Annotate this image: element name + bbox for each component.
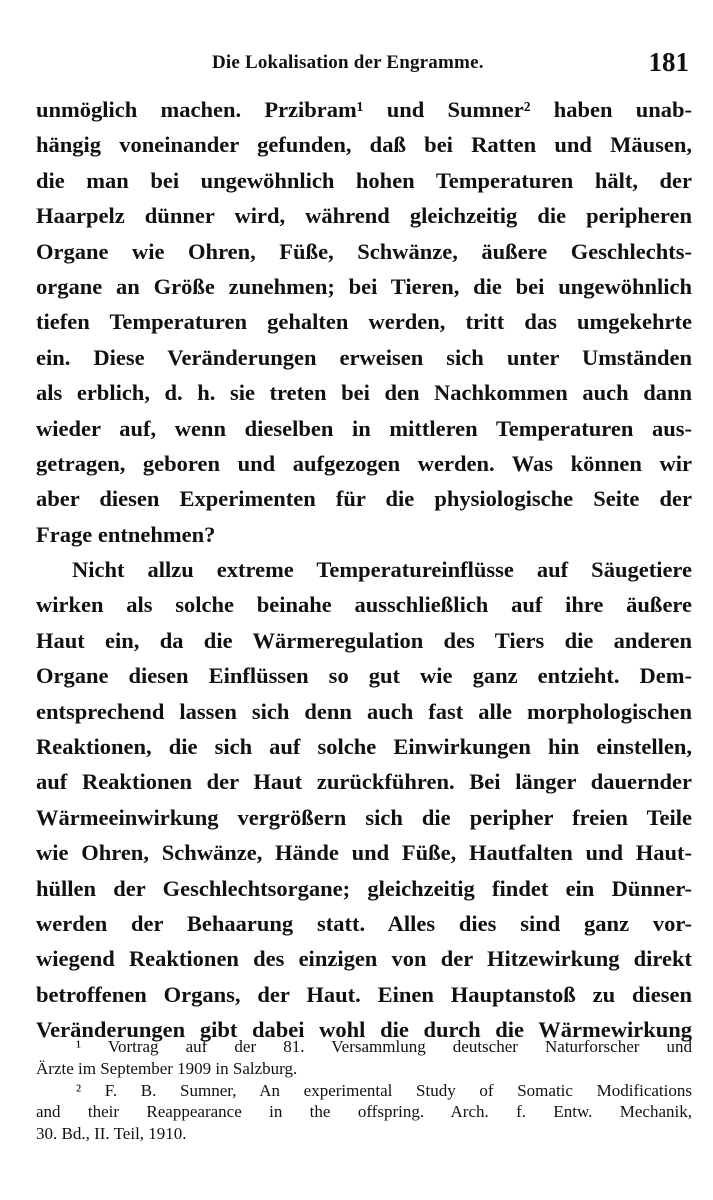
text-line: die man bei ungewöhnlich hohen Temperaturen hält, der — [36, 167, 692, 193]
footnote-line: 30. Bd., II. Teil, 1910. — [36, 1124, 187, 1144]
footnote-line: Ärzte im September 1909 in Salzburg. — [36, 1058, 298, 1078]
footnotes — [36, 1036, 692, 1145]
text-line: entsprechend lassen sich denn auch fast alle morphologischen — [36, 698, 692, 724]
text-line: wieder auf, wenn dieselben in mittleren Temperaturen aus- — [36, 415, 692, 441]
text-line: Haarpelz dünner wird, während gleichzeitig die peripheren — [36, 203, 692, 229]
text-line: Veränderungen gibt dabei wohl die durch die Wärmewirkung — [36, 1017, 692, 1043]
body-text — [36, 92, 692, 1048]
text-line: getragen, geboren und aufgezogen werden. Was können wir — [36, 450, 692, 476]
page-header — [0, 44, 713, 84]
text-line: Haut ein, da die Wärmeregulation des Tiers die anderen — [36, 627, 692, 653]
text-line: Organe diesen Einflüssen so gut wie ganz entzieht. Dem- — [36, 663, 692, 689]
text-line: unmöglich machen. Przibram¹ und Sumner² haben unab- — [36, 97, 692, 122]
running-title: Die Lokalisation der Engramme. — [212, 52, 484, 73]
text-line: organe an Größe zunehmen; bei Tieren, die bei ungewöhnlich — [36, 273, 692, 299]
text-line: hüllen der Geschlechtsorgane; gleichzeitig findet ein Dünner- — [36, 875, 692, 901]
text-line: wie Ohren, Schwänze, Hände und Füße, Hautfalten und Haut- — [36, 840, 692, 866]
text-line: Wärmeeinwirkung vergrößern sich die peripher freien Teile — [36, 804, 692, 830]
text-line: betroffenen Organs, der Haut. Einen Hauptanstoß zu diesen — [36, 981, 692, 1007]
text-line-paragraph-start: Nicht allzu extreme Temperatureinflüsse auf Säugetiere — [72, 557, 692, 583]
text-line: aber diesen Experimenten für die physiologische Seite der — [36, 486, 692, 512]
text-line: Reaktionen, die sich auf solche Einwirkungen hin einstellen, — [36, 734, 692, 760]
text-line: als erblich, d. h. sie treten bei den Nachkommen auch dann — [36, 380, 692, 406]
text-line: ein. Diese Veränderungen erweisen sich unter Umständen — [36, 344, 692, 370]
text-line: tiefen Temperaturen gehalten werden, tritt das umgekehrte — [36, 309, 692, 335]
footnote-line: and their Reappearance in the offspring. Arch. f. Entw. Mechanik, — [36, 1102, 692, 1122]
footnote-1: ¹ Vortrag auf der 81. Versammlung deutscher Naturforscher und — [76, 1037, 692, 1056]
text-line: hängig voneinander gefunden, daß bei Ratten und Mäusen, — [36, 132, 692, 158]
text-line: werden der Behaarung statt. Alles dies sind ganz vor- — [36, 910, 692, 936]
page-number: 181 — [648, 47, 689, 77]
text-line: wiegend Reaktionen des einzigen von der Hitzewirkung direkt — [36, 946, 692, 972]
text-line: auf Reaktionen der Haut zurückführen. Bei länger dauernder — [36, 769, 692, 795]
text-line: Organe wie Ohren, Füße, Schwänze, äußere Geschlechts- — [36, 238, 692, 264]
text-line: wirken als solche beinahe ausschließlich auf ihre äußere — [36, 592, 692, 618]
footnote-2: ² F. B. Sumner, An experimental Study of Somatic Modifications — [76, 1080, 692, 1100]
text-line: Frage entnehmen? — [36, 521, 216, 547]
